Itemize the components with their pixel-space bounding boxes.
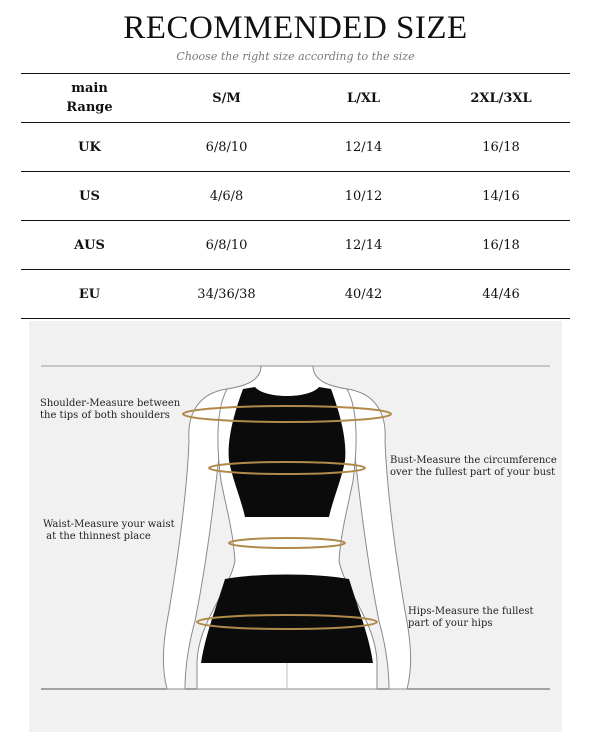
bust-annotation: Bust-Measure the circumference over the fullest part of your bust (390, 455, 557, 478)
table-cell: 44/46 (482, 286, 520, 302)
hips-annotation: Hips-Measure the fullest part of your hips (408, 606, 534, 629)
size-table (21, 73, 570, 319)
table-cell: 6/8/10 (205, 139, 248, 155)
corner-header (21, 74, 158, 123)
corner-header-line1: main (71, 81, 108, 96)
row-header-uk: UK (78, 139, 101, 155)
table-cell: 40/42 (344, 286, 383, 302)
table-cell: 10/12 (344, 188, 383, 204)
table-row (21, 172, 570, 221)
table-header-row (21, 74, 570, 123)
table-cell: 16/18 (482, 139, 520, 155)
column-header-lxl: L/XL (346, 90, 381, 106)
row-header-us: US (79, 188, 100, 204)
table-cell: 16/18 (482, 237, 520, 253)
row-header-aus: AUS (74, 237, 105, 253)
table-cell: 34/36/38 (197, 286, 256, 302)
table-cell: 12/14 (344, 139, 383, 155)
shoulder-annotation: Shoulder-Measure between the tips of both shoulders (40, 398, 181, 421)
row-header-eu: EU (78, 286, 101, 302)
column-header-2xl3xl: 2XL/3XL (470, 90, 532, 106)
waist-annotation: Waist-Measure your waist at the thinnest place (43, 519, 175, 542)
table-row (21, 123, 570, 172)
table-cell: 4/6/8 (209, 188, 244, 204)
column-header-sm: S/M (212, 90, 241, 106)
page-subtitle: Choose the right size according to the size (176, 50, 415, 63)
page-title: RECOMMENDED SIZE (123, 10, 468, 46)
skirt (201, 575, 373, 664)
table-cell: 6/8/10 (205, 237, 248, 253)
measurement-figure-panel (29, 321, 562, 732)
table-row (21, 221, 570, 270)
table-cell: 14/16 (482, 188, 520, 204)
table-row (21, 270, 570, 319)
table-cell: 12/14 (344, 237, 383, 253)
corner-header-line2: Range (66, 100, 113, 115)
